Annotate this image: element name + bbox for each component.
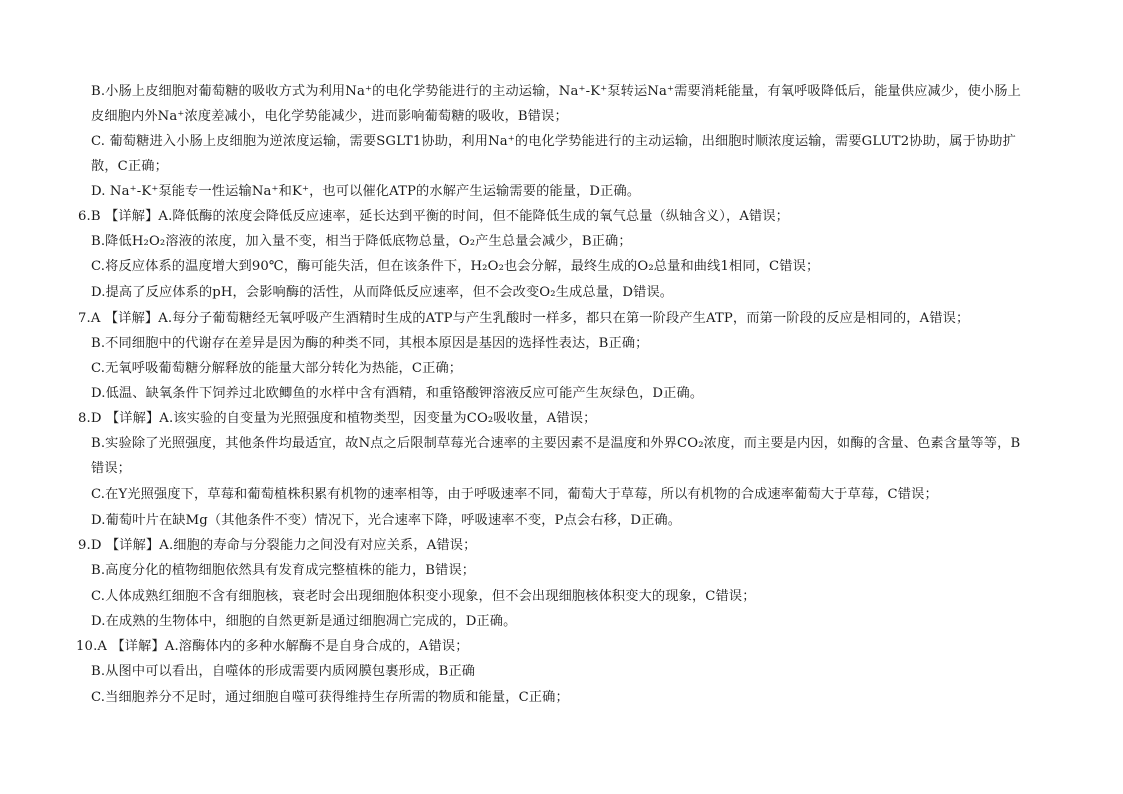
text-line: D.葡萄叶片在缺Mg（其他条件不变）情况下，光合速率下降，呼吸速率不变，P点会右移，D正确。 [91, 513, 682, 528]
answer-heading-10: 10.A 【详解】A.溶酶体内的多种水解酶不是自身合成的，A错误； [76, 639, 469, 654]
text-line: B.不同细胞中的代谢存在差异是因为酶的种类不同，其根本原因是基因的选择性表达，B正确； [91, 336, 649, 351]
text-line: D.低温、缺氧条件下饲养过北欧鲫鱼的水样中含有酒精，和重铬酸钾溶液反应可能产生灰绿色，D正确。 [91, 386, 704, 401]
text-line: D.提高了反应体系的pH，会影响酶的活性，从而降低反应速率，但不会改变O₂生成总量，D错误。 [91, 285, 674, 300]
text-line: C. 葡萄糖进入小肠上皮细胞为逆浓度运输，需要SGLT1协助，利用Na⁺的电化学势能进行的主动运输，出细胞时顺浓度运输，需要GLUT2协助，属于协助扩 [91, 134, 1016, 149]
text-line: B.小肠上皮细胞对葡萄糖的吸收方式为利用Na⁺的电化学势能进行的主动运输，Na⁺-K⁺泵转运Na⁺需要消耗能量，有氧呼吸降低后，能量供应减少，使小肠上 [91, 84, 1021, 99]
answer-heading-6: 6.B 【详解】A.降低酶的浓度会降低反应速率，延长达到平衡的时间，但不能降低生成的氧气总量（纵轴含义），A错误； [78, 209, 790, 224]
text-line: B.高度分化的植物细胞依然具有发育成完整植株的能力，B错误； [91, 563, 476, 578]
text-line: C.在Y光照强度下，草莓和葡萄植株积累有机物的速率相等，由于呼吸速率不同，葡萄大于草莓，所以有机物的合成速率葡萄大于草莓，C错误； [91, 487, 938, 502]
text-line: B.从图中可以看出，自噬体的形成需要内质网膜包裹形成，B正确 [91, 664, 476, 679]
text-line: D. Na⁺-K⁺泵能专一性运输Na⁺和K⁺，也可以催化ATP的水解产生运输需要的能量，D正确。 [91, 184, 641, 199]
text-line: 散，C正确； [91, 159, 168, 174]
text-line: B.降低H₂O₂溶液的浓度，加入量不变，相当于降低底物总量，O₂产生总量会减少，B正确； [91, 234, 632, 249]
text-line: D.在成熟的生物体中，细胞的自然更新是通过细胞凋亡完成的，D正确。 [91, 614, 517, 629]
text-line: B.实验除了光照强度，其他条件均最适宜，故N点之后限制草莓光合速率的主要因素不是温度和外界CO₂浓度，而主要是内因，如酶的含量、色素含量等等，B [91, 436, 1021, 451]
answer-heading-9: 9.D 【详解】A.细胞的寿命与分裂能力之间没有对应关系，A错误； [78, 538, 477, 553]
text-line: 错误； [91, 461, 132, 476]
text-line: C.无氧呼吸葡萄糖分解释放的能量大部分转化为热能，C正确； [91, 361, 463, 376]
text-line: C.将反应体系的温度增大到90℃，酶可能失活，但在该条件下，H₂O₂也会分解，最终生成的O₂总量和曲线1相同，C错误； [91, 259, 820, 274]
text-line: C.当细胞养分不足时，通过细胞自噬可获得维持生存所需的物质和能量，C正确； [91, 690, 569, 705]
answer-heading-8: 8.D 【详解】A.该实验的自变量为光照强度和植物类型，因变量为CO₂吸收量，A错误； [78, 411, 597, 426]
answer-heading-7: 7.A 【详解】A.每分子葡萄糖经无氧呼吸产生酒精时生成的ATP与产生乳酸时一样多，都只在第一阶段产生ATP，而第一阶段的反应是相同的，A错误； [78, 311, 970, 326]
text-line: C.人体成熟红细胞不含有细胞核，衰老时会出现细胞体积变小现象，但不会出现细胞核体积变大的现象，C错误； [91, 589, 756, 604]
text-line: 皮细胞内外Na⁺浓度差减小，电化学势能减少，进而影响葡萄糖的吸收，B错误； [91, 109, 568, 124]
